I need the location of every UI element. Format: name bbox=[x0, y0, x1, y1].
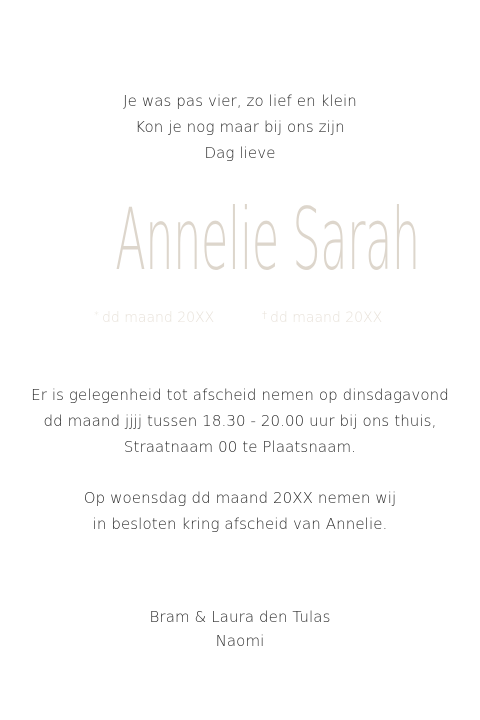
birth-date bbox=[94, 310, 214, 326]
farewell-line: Straatnaam 00 te Plaatsnaam. bbox=[123, 438, 357, 456]
farewell-line: Er is gelegenheid tot afscheid nemen op dinsdagavond bbox=[31, 386, 449, 404]
poem-line: Je was pas vier, zo lief en klein bbox=[123, 92, 357, 110]
poem bbox=[0, 88, 480, 166]
family-signature bbox=[0, 605, 480, 653]
birth-date-text: dd maand 20XX bbox=[102, 310, 215, 326]
ceremony-line: Op woensdag dd maand 20XX nemen wij bbox=[83, 489, 397, 507]
private-ceremony-announcement bbox=[0, 485, 480, 537]
ceremony-line: in besloten kring afscheid van Annelie. bbox=[92, 515, 388, 533]
farewell-announcement bbox=[0, 382, 480, 460]
deceased-name: Annelie Sarah bbox=[115, 190, 420, 290]
farewell-line: dd maand jjjj tussen 18.30 - 20.00 uur bij ons thuis, bbox=[43, 412, 437, 430]
death-symbol: † bbox=[262, 310, 267, 321]
poem-line: Kon je nog maar bij ons zijn bbox=[135, 118, 345, 136]
family-line: Bram & Laura den Tulas bbox=[149, 608, 331, 626]
death-date bbox=[262, 310, 382, 326]
birth-symbol: * bbox=[94, 310, 99, 321]
family-line: Naomi bbox=[215, 632, 265, 650]
poem-line: Dag lieve bbox=[204, 144, 276, 162]
death-date-text: dd maand 20XX bbox=[270, 310, 383, 326]
